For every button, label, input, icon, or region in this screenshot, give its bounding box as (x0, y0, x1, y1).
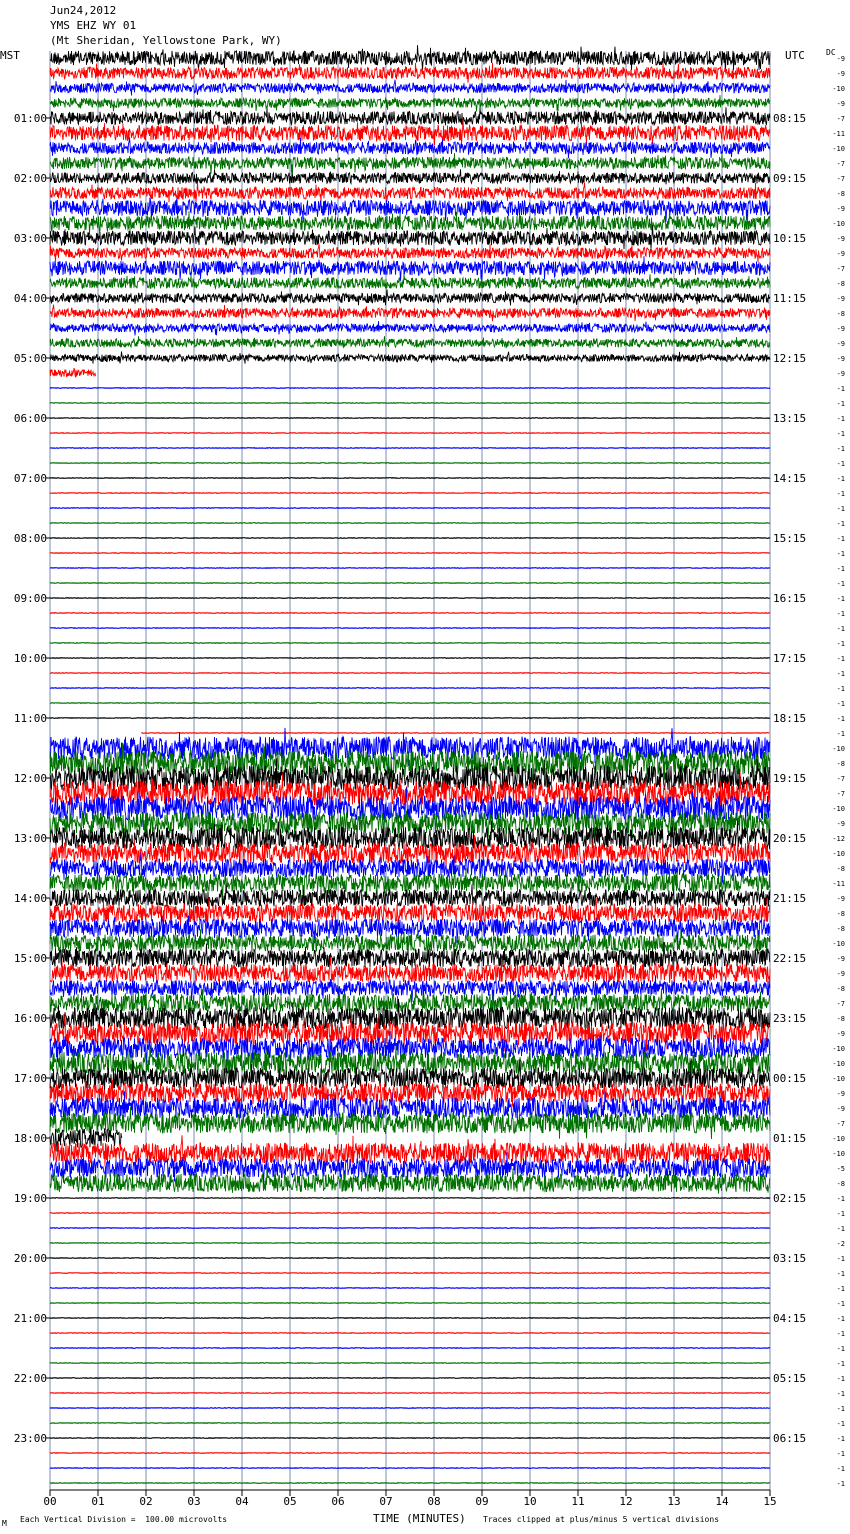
right-hour-label: 08:15 (773, 112, 807, 125)
x-tick-label: 01 (91, 1495, 105, 1508)
header-station: YMS EHZ WY 01 (50, 19, 137, 32)
right-hour-label: 00:15 (773, 1072, 807, 1085)
dc-offset-label: -1 (836, 400, 845, 408)
seismic-trace (50, 1423, 770, 1424)
dc-offset-label: -9 (836, 370, 845, 378)
x-tick-label: 13 (667, 1495, 681, 1508)
left-hour-label: 05:00 (13, 352, 47, 365)
right-hour-label: 05:15 (773, 1372, 807, 1385)
seismic-trace (50, 244, 770, 263)
seismic-trace (50, 63, 770, 83)
dc-offset-label: -1 (836, 520, 845, 528)
dc-offset-label: -1 (836, 595, 845, 603)
left-hour-label: 12:00 (13, 772, 47, 785)
dc-offset-label: -8 (836, 760, 845, 768)
seismic-trace (50, 703, 770, 704)
left-hour-label: 19:00 (13, 1192, 47, 1205)
left-hour-label: 11:00 (13, 712, 47, 725)
dc-offset-label: -10 (832, 1060, 845, 1068)
seismic-trace (50, 493, 770, 494)
dc-offset-label: -1 (836, 655, 845, 663)
seismic-trace (50, 478, 770, 479)
right-hour-label: 19:15 (773, 772, 807, 785)
dc-offset-label: -1 (836, 1225, 845, 1233)
left-hour-label: 08:00 (13, 532, 47, 545)
dc-offset-label: -9 (836, 295, 845, 303)
dc-offset-label: -10 (832, 145, 845, 153)
dc-offset-label: -10 (832, 1135, 845, 1143)
dc-offset-label: -1 (836, 1390, 845, 1398)
dc-offset-label: -10 (832, 940, 845, 948)
header-date: Jun24,2012 (50, 4, 117, 17)
right-hour-label: 22:15 (773, 952, 807, 965)
dc-offset-label: -10 (832, 850, 845, 858)
left-hour-label: 04:00 (13, 292, 47, 305)
dc-offset-label: -9 (836, 1105, 845, 1113)
dc-offset-label: -8 (836, 190, 845, 198)
seismic-trace (50, 45, 770, 70)
seismic-trace (50, 1408, 770, 1409)
x-tick-label: 14 (715, 1495, 729, 1508)
dc-offset-label: -10 (832, 85, 845, 93)
seismic-trace (50, 418, 770, 419)
seismic-trace (50, 80, 770, 96)
dc-offset-label: -1 (836, 385, 845, 393)
left-hour-label: 01:00 (13, 112, 47, 125)
dc-offset-label: -10 (832, 745, 845, 753)
right-hour-label: 11:15 (773, 292, 807, 305)
dc-offset-label: -9 (836, 325, 845, 333)
seismic-trace (50, 290, 770, 306)
left-hour-label: 15:00 (13, 952, 47, 965)
dc-offset-label: -8 (836, 910, 845, 918)
dc-offset-label: -9 (836, 55, 845, 63)
header-location: (Mt Sheridan, Yellowstone Park, WY) (50, 34, 282, 47)
dc-offset-label: -1 (836, 1315, 845, 1323)
seismic-trace (50, 628, 770, 629)
seismic-trace (50, 508, 770, 509)
left-timezone-label: MST (0, 49, 20, 62)
dc-offset-label: -10 (832, 1075, 845, 1083)
left-hour-label: 22:00 (13, 1372, 47, 1385)
dc-offset-label: -1 (836, 505, 845, 513)
seismic-trace (50, 1288, 770, 1289)
dc-offset-label: -9 (836, 340, 845, 348)
seismic-trace (50, 1333, 770, 1334)
seismic-trace (50, 368, 96, 377)
seismic-trace (50, 538, 770, 539)
dc-offset-label: -8 (836, 280, 845, 288)
seismic-trace (50, 643, 770, 644)
dc-offset-label: -9 (836, 895, 845, 903)
x-tick-label: 08 (427, 1495, 441, 1508)
right-hour-label: 20:15 (773, 832, 807, 845)
x-tick-label: 03 (187, 1495, 201, 1508)
seismic-trace (50, 598, 770, 599)
dc-offset-label: -9 (836, 70, 845, 78)
seismic-trace (50, 658, 770, 659)
dc-offset-label: -1 (836, 610, 845, 618)
left-hour-label: 16:00 (13, 1012, 47, 1025)
dc-offset-label: -7 (836, 1120, 845, 1128)
seismic-trace (50, 718, 770, 719)
seismic-trace (50, 553, 770, 554)
dc-offset-label: -7 (836, 265, 845, 273)
dc-offset-label: -1 (836, 445, 845, 453)
dc-offset-label: -1 (836, 1270, 845, 1278)
seismic-trace (50, 197, 770, 222)
dc-offset-label: -1 (836, 460, 845, 468)
dc-offset-label: -10 (832, 220, 845, 228)
dc-offset-label: -8 (836, 985, 845, 993)
seismic-trace (50, 1243, 770, 1244)
seismic-trace (50, 336, 770, 348)
x-tick-label: 04 (235, 1495, 249, 1508)
dc-offset-label: -11 (832, 130, 845, 138)
dc-offset-label: -7 (836, 775, 845, 783)
right-hour-label: 14:15 (773, 472, 807, 485)
dc-offset-label: -2 (836, 1240, 845, 1248)
dc-offset-label: -1 (836, 1360, 845, 1368)
seismic-trace (50, 433, 770, 434)
dc-offset-label: -7 (836, 115, 845, 123)
dc-offset-label: -1 (836, 685, 845, 693)
seismic-trace (50, 1453, 770, 1454)
seismic-trace (50, 1198, 770, 1199)
seismic-trace (50, 138, 770, 159)
seismic-trace (50, 613, 770, 614)
x-tick-label: 06 (331, 1495, 345, 1508)
right-hour-label: 23:15 (773, 1012, 807, 1025)
scale-note: Each Vertical Division = 100.00 microvolts (20, 1515, 228, 1524)
seismic-trace (50, 169, 770, 184)
seismic-trace (50, 182, 770, 202)
dc-offset-label: -7 (836, 160, 845, 168)
dc-offset-label: -1 (836, 670, 845, 678)
x-tick-label: 07 (379, 1495, 393, 1508)
seismic-trace (50, 523, 770, 524)
seismic-trace (50, 1378, 770, 1379)
dc-offset-label: -1 (836, 565, 845, 573)
left-hour-label: 20:00 (13, 1252, 47, 1265)
seismic-trace (50, 1483, 770, 1484)
seismic-trace (50, 95, 770, 111)
left-hour-label: 06:00 (13, 412, 47, 425)
seismic-trace (50, 1213, 770, 1214)
seismic-trace (50, 352, 770, 364)
right-hour-label: 13:15 (773, 412, 807, 425)
right-hour-label: 02:15 (773, 1192, 807, 1205)
right-hour-label: 16:15 (773, 592, 807, 605)
left-hour-label: 13:00 (13, 832, 47, 845)
dc-offset-label: -1 (836, 1480, 845, 1488)
dc-offset-label: -7 (836, 1000, 845, 1008)
x-axis-title: TIME (MINUTES) (373, 1512, 466, 1525)
dc-offset-label: -1 (836, 1210, 845, 1218)
dc-offset-label: -1 (836, 1435, 845, 1443)
left-hour-label: 17:00 (13, 1072, 47, 1085)
seismic-trace (50, 388, 770, 389)
right-hour-label: 04:15 (773, 1312, 807, 1325)
dc-offset-label: -9 (836, 205, 845, 213)
seismic-trace (50, 1393, 770, 1394)
dc-offset-label: -10 (832, 805, 845, 813)
dc-offset-label: -10 (832, 1150, 845, 1158)
right-hour-label: 09:15 (773, 172, 807, 185)
dc-offset-label: -8 (836, 865, 845, 873)
dc-offset-label: -12 (832, 835, 845, 843)
left-hour-label: 21:00 (13, 1312, 47, 1325)
seismic-trace (141, 733, 769, 734)
seismic-trace (50, 1273, 770, 1274)
left-hour-label: 23:00 (13, 1432, 47, 1445)
right-hour-label: 21:15 (773, 892, 807, 905)
right-hour-label: 17:15 (773, 652, 807, 665)
seismic-trace (50, 256, 770, 281)
dc-offset-label: -9 (836, 955, 845, 963)
right-hour-label: 10:15 (773, 232, 807, 245)
x-tick-label: 11 (571, 1495, 585, 1508)
dc-offset-label: -1 (836, 700, 845, 708)
seismic-trace (50, 568, 770, 569)
seismic-trace (50, 448, 770, 449)
dc-offset-label: -9 (836, 1090, 845, 1098)
dc-offset-label: -8 (836, 1015, 845, 1023)
dc-offset-label: -9 (836, 1030, 845, 1038)
corner-mark: M (2, 1519, 7, 1528)
seismic-trace (50, 107, 770, 125)
left-hour-label: 03:00 (13, 232, 47, 245)
left-hour-label: 10:00 (13, 652, 47, 665)
x-tick-label: 05 (283, 1495, 297, 1508)
seismic-trace (50, 321, 770, 335)
dc-offset-label: -7 (836, 175, 845, 183)
x-tick-label: 10 (523, 1495, 537, 1508)
right-hour-label: 01:15 (773, 1132, 807, 1145)
dc-offset-label: -1 (836, 730, 845, 738)
dc-offset-label: -11 (832, 880, 845, 888)
right-timezone-label: UTC (785, 49, 805, 62)
seismic-trace (50, 1318, 770, 1319)
dc-offset-label: -7 (836, 790, 845, 798)
seismic-trace (50, 688, 770, 689)
right-hour-label: 03:15 (773, 1252, 807, 1265)
left-hour-label: 18:00 (13, 1132, 47, 1145)
seismic-trace (50, 463, 770, 464)
x-tick-label: 12 (619, 1495, 633, 1508)
dc-offset-label: -1 (836, 1465, 845, 1473)
seismic-trace (50, 673, 770, 674)
dc-offset-label: -1 (836, 1450, 845, 1458)
x-tick-label: 09 (475, 1495, 489, 1508)
left-hour-label: 14:00 (13, 892, 47, 905)
dc-offset-label: -1 (836, 580, 845, 588)
seismic-trace (50, 1228, 770, 1229)
seismic-trace (50, 403, 770, 404)
dc-offset-label: -1 (836, 640, 845, 648)
dc-label: DC (826, 48, 836, 57)
dc-offset-label: -1 (836, 430, 845, 438)
dc-offset-label: -9 (836, 355, 845, 363)
seismic-trace (50, 1468, 770, 1469)
dc-offset-label: -1 (836, 1330, 845, 1338)
x-tick-label: 15 (763, 1495, 777, 1508)
seismic-trace (50, 153, 770, 173)
dc-offset-label: -1 (836, 1195, 845, 1203)
dc-offset-label: -9 (836, 235, 845, 243)
x-tick-label: 00 (43, 1495, 57, 1508)
dc-offset-label: -1 (836, 415, 845, 423)
dc-offset-label: -9 (836, 250, 845, 258)
dc-offset-label: -8 (836, 310, 845, 318)
seismic-trace (50, 1438, 770, 1439)
seismic-trace (50, 274, 770, 289)
dc-offset-label: -9 (836, 100, 845, 108)
dc-offset-label: -1 (836, 1405, 845, 1413)
dc-offset-label: -8 (836, 925, 845, 933)
seismic-trace (50, 1363, 770, 1364)
dc-offset-label: -5 (836, 1165, 845, 1173)
dc-offset-label: -8 (836, 1180, 845, 1188)
dc-offset-label: -1 (836, 1285, 845, 1293)
dc-offset-label: -1 (836, 715, 845, 723)
right-hour-label: 18:15 (773, 712, 807, 725)
dc-offset-label: -1 (836, 1420, 845, 1428)
left-hour-label: 09:00 (13, 592, 47, 605)
dc-offset-label: -9 (836, 820, 845, 828)
seismic-trace (50, 1258, 770, 1259)
seismic-trace (50, 305, 770, 322)
dc-offset-label: -1 (836, 625, 845, 633)
dc-offset-label: -1 (836, 1300, 845, 1308)
left-hour-label: 07:00 (13, 472, 47, 485)
x-tick-label: 02 (139, 1495, 153, 1508)
traces (50, 45, 770, 1483)
dc-offset-label: -1 (836, 1345, 845, 1353)
dc-offset-label: -1 (836, 490, 845, 498)
right-hour-label: 12:15 (773, 352, 807, 365)
seismic-trace (50, 1303, 770, 1304)
clip-note: Traces clipped at plus/minus 5 vertical divisions (483, 1515, 720, 1524)
right-hour-label: 15:15 (773, 532, 807, 545)
dc-offset-label: -1 (836, 475, 845, 483)
dc-offset-label: -1 (836, 550, 845, 558)
left-hour-label: 02:00 (13, 172, 47, 185)
right-hour-label: 06:15 (773, 1432, 807, 1445)
dc-offset-label: -10 (832, 1045, 845, 1053)
dc-offset-label: -1 (836, 1375, 845, 1383)
seismic-trace (50, 211, 770, 234)
dc-offset-label: -1 (836, 1255, 845, 1263)
seismic-trace (50, 1348, 770, 1349)
dc-offset-label: -9 (836, 970, 845, 978)
seismic-trace (50, 583, 770, 584)
dc-offset-label: -1 (836, 535, 845, 543)
